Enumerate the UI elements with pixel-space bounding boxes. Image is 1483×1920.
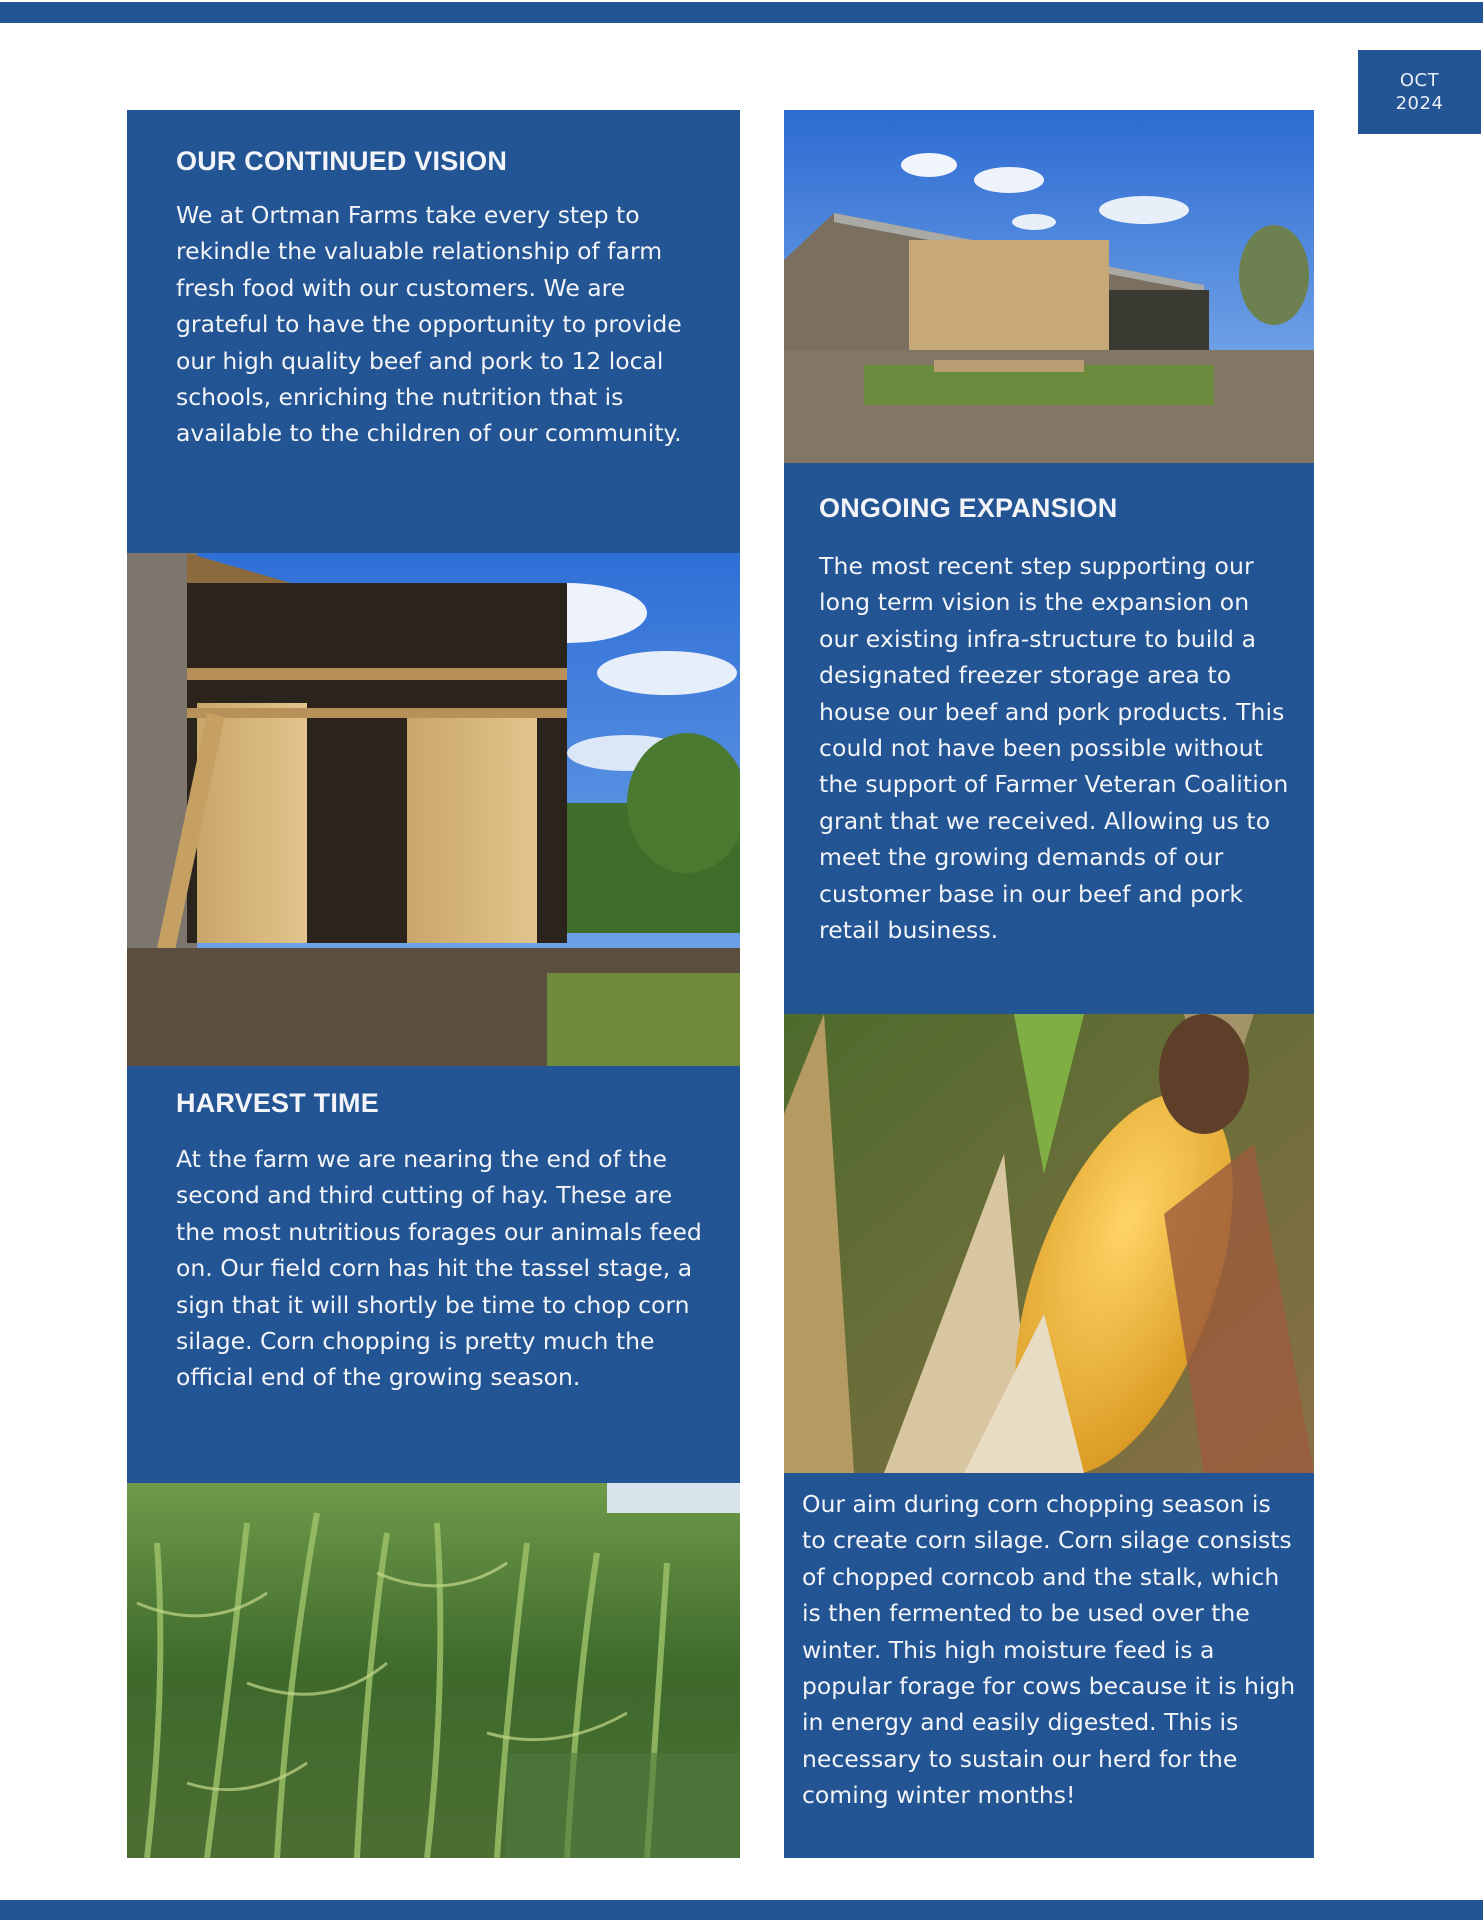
section-title: ONGOING EXPANSION <box>819 493 1118 523</box>
issue-year: 2024 <box>1395 93 1444 114</box>
section-body: Our aim during corn chopping season is to create corn silage. Corn silage consists of chopped corncob and the stalk, which is then fermented to be used over the winter. This high moisture feed is a popular forage for cows because it is high in energy and easily digested. This is necessary to sustain our herd for the coming winter months! <box>802 1490 1296 1810</box>
section-body: The most recent step supporting our long term vision is the expansion on our existing infra-structure to build a designated freezer storage area to house our beef and pork products. This could not have been possible without the support of Farmer Veteran Coalition grant that we received. Allowing us to meet the growing demands of our customer base in our beef and pork retail business. <box>819 552 1289 945</box>
barn-addition-image <box>784 110 1314 463</box>
issue-month: OCT <box>1399 70 1440 91</box>
section-ongoing-expansion <box>784 463 1314 1014</box>
section-body: We at Ortman Farms take every step to rekindle the valuable relationship of farm fresh food with our customers. We are grateful to have the opportunity to provide our high quality beef and pork to 12 local schools, enriching the nutrition that is available to the children of our community. <box>176 201 682 448</box>
section-harvest-time <box>127 1066 740 1483</box>
section-title: OUR CONTINUED VISION <box>176 146 508 176</box>
barn-construction-image <box>127 553 740 1066</box>
bottom-accent-bar <box>0 1900 1483 1920</box>
issue-date-badge <box>1358 50 1481 134</box>
barn-addition-photo <box>784 110 1314 463</box>
corn-cob-image <box>784 1014 1314 1473</box>
barn-construction-photo <box>127 553 740 1066</box>
section-title: HARVEST TIME <box>176 1088 379 1118</box>
cornfield-photo <box>127 1483 740 1858</box>
top-accent-bar <box>0 2 1483 23</box>
section-corn-silage <box>784 1473 1314 1858</box>
cornfield-image <box>127 1483 740 1858</box>
corn-cob-photo <box>784 1014 1314 1473</box>
section-body: At the farm we are nearing the end of the second and third cutting of hay. These are the most nutritious forages our animals feed on. Our field corn has hit the tassel stage, a sign that it will shortly be time to chop corn silage. Corn chopping is pretty much the official end of the growing season. <box>176 1145 702 1392</box>
section-continued-vision <box>127 110 740 553</box>
